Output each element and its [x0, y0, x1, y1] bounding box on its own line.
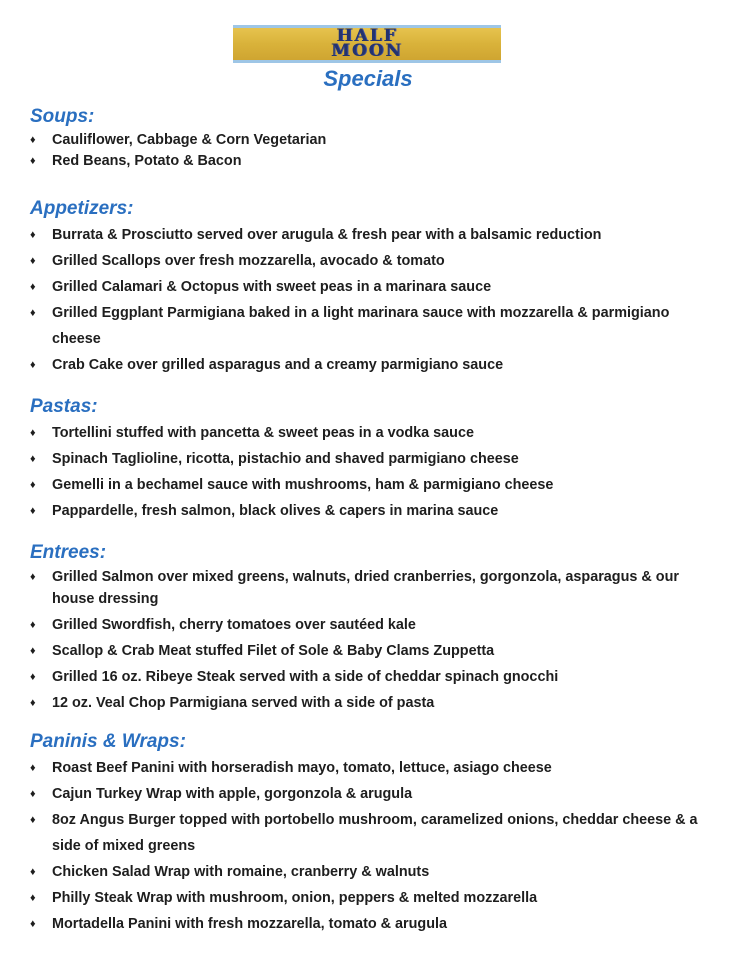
diamond-bullet-icon: ♦	[30, 229, 36, 241]
menu-item-text: Chicken Salad Wrap with romaine, cranberry & walnuts	[52, 864, 430, 880]
menu-item-text: Tortellini stuffed with pancetta & sweet peas in a vodka sauce	[52, 425, 474, 441]
diamond-bullet-icon: ♦	[30, 697, 36, 709]
menu-list-soups	[30, 130, 716, 172]
diamond-bullet-icon: ♦	[30, 866, 36, 878]
menu-item-text: Scallop & Crab Meat stuffed Filet of Sole & Baby Clams Zuppetta	[52, 643, 495, 659]
menu-item-text: Burrata & Prosciutto served over arugula & fresh pear with a balsamic reduction	[52, 227, 602, 243]
menu-item-text: Cajun Turkey Wrap with apple, gorgonzola & arugula	[52, 786, 413, 802]
menu-item	[30, 498, 716, 524]
diamond-bullet-icon: ♦	[30, 505, 36, 517]
menu-item	[30, 566, 716, 610]
diamond-bullet-icon: ♦	[30, 479, 36, 491]
menu-item-text: Crab Cake over grilled asparagus and a creamy parmigiano sauce	[52, 357, 504, 373]
section-appetizers	[30, 196, 716, 378]
diamond-bullet-icon: ♦	[30, 762, 36, 774]
menu-item-text: Grilled Calamari & Octopus with sweet peas in a marinara sauce	[52, 279, 492, 295]
diamond-bullet-icon: ♦	[30, 671, 36, 683]
section-heading-soups: Soups:	[30, 106, 95, 127]
section-heading-entrees: Entrees:	[30, 542, 107, 563]
menu-item	[30, 781, 716, 807]
diamond-bullet-icon: ♦	[30, 571, 36, 583]
menu-item-text: 12 oz. Veal Chop Parmigiana served with a side of pasta	[52, 695, 435, 711]
diamond-bullet-icon: ♦	[30, 814, 36, 826]
menu-item	[30, 911, 716, 937]
menu-item	[30, 274, 716, 300]
menu-item	[30, 151, 716, 172]
section-heading-paninis: Paninis & Wraps:	[30, 731, 186, 752]
menu-list-pastas	[30, 420, 716, 524]
menu-item-text: Grilled 16 oz. Ribeye Steak served with a side of cheddar spinach gnocchi	[52, 669, 559, 685]
page-title: Specials	[323, 66, 413, 91]
section-pastas	[30, 394, 716, 524]
menu-item-text: Gemelli in a bechamel sauce with mushrooms, ham & parmigiano cheese	[52, 477, 554, 493]
menu-item-text: Grilled Scallops over fresh mozzarella, avocado & tomato	[52, 253, 445, 269]
menu-item-text: Cauliflower, Cabbage & Corn Vegetarian	[52, 132, 327, 148]
logo-text: HALF MOON	[331, 26, 403, 61]
section-heading-pastas: Pastas:	[30, 396, 98, 417]
menu-item	[30, 755, 716, 781]
diamond-bullet-icon: ♦	[30, 255, 36, 267]
menu-item	[30, 666, 716, 688]
menu-item	[30, 692, 716, 714]
section-soups	[30, 104, 716, 172]
menu-list-appetizers	[30, 222, 716, 378]
menu-item	[30, 352, 716, 378]
menu-list-entrees	[30, 566, 716, 714]
diamond-bullet-icon: ♦	[30, 307, 36, 319]
menu-item-text: Grilled Eggplant Parmigiana baked in a light marinara sauce with mozzarella & parmigiano cheese	[52, 305, 670, 347]
diamond-bullet-icon: ♦	[30, 918, 36, 930]
diamond-bullet-icon: ♦	[30, 892, 36, 904]
logo	[233, 25, 501, 63]
menu-item-text: Mortadella Panini with fresh mozzarella, tomato & arugula	[52, 916, 448, 932]
diamond-bullet-icon: ♦	[30, 645, 36, 657]
menu-item-text: Grilled Salmon over mixed greens, walnuts, dried cranberries, gorgonzola, asparagus & our house dressing	[52, 569, 679, 607]
menu-item-text: Grilled Swordfish, cherry tomatoes over sautéed kale	[52, 617, 416, 633]
diamond-bullet-icon: ♦	[30, 788, 36, 800]
menu-item	[30, 420, 716, 446]
diamond-bullet-icon: ♦	[30, 359, 36, 371]
menu-item	[30, 885, 716, 911]
menu-item	[30, 446, 716, 472]
diamond-bullet-icon: ♦	[30, 281, 36, 293]
menu-item	[30, 614, 716, 636]
diamond-bullet-icon: ♦	[30, 155, 36, 167]
menu-item-text: Spinach Taglioline, ricotta, pistachio and shaved parmigiano cheese	[52, 451, 519, 467]
menu-item-text: Red Beans, Potato & Bacon	[52, 153, 242, 169]
menu-item	[30, 472, 716, 498]
menu-item	[30, 859, 716, 885]
menu-list-paninis	[30, 755, 716, 937]
section-entrees	[30, 540, 716, 718]
menu-item	[30, 130, 716, 151]
section-paninis	[30, 729, 716, 937]
menu-item-text: Roast Beef Panini with horseradish mayo, tomato, lettuce, asiago cheese	[52, 760, 552, 776]
diamond-bullet-icon: ♦	[30, 427, 36, 439]
menu-item	[30, 248, 716, 274]
menu-item	[30, 640, 716, 662]
menu-item	[30, 222, 716, 248]
diamond-bullet-icon: ♦	[30, 453, 36, 465]
menu-item-text: Philly Steak Wrap with mushroom, onion, peppers & melted mozzarella	[52, 890, 538, 906]
diamond-bullet-icon: ♦	[30, 619, 36, 631]
menu-item-text: 8oz Angus Burger topped with portobello mushroom, caramelized onions, cheddar cheese & a side of mixed greens	[52, 812, 698, 854]
menu-item	[30, 807, 716, 859]
diamond-bullet-icon: ♦	[30, 134, 36, 146]
menu-item-text: Pappardelle, fresh salmon, black olives & capers in marina sauce	[52, 503, 499, 519]
menu-item	[30, 300, 716, 352]
section-heading-appetizers: Appetizers:	[30, 198, 134, 219]
